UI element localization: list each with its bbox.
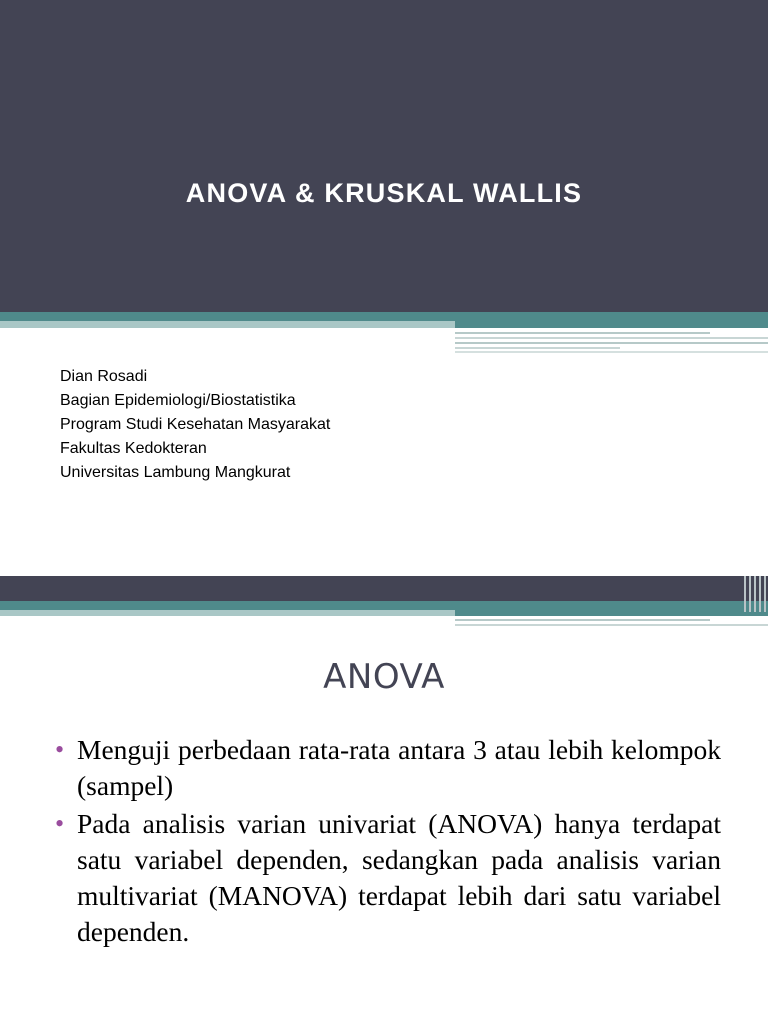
author-university: Universitas Lambung Mangkurat [60, 464, 291, 481]
content-slide-header [0, 576, 768, 601]
teal-band-accent [455, 321, 768, 328]
teal-band-accent [455, 610, 768, 616]
decorative-stripe [455, 351, 768, 353]
decorative-bar [744, 576, 746, 612]
list-item [53, 732, 721, 804]
decorative-bar [759, 576, 761, 612]
decorative-bar [749, 576, 751, 612]
author-program: Program Studi Kesehatan Masyarakat [60, 416, 331, 433]
bullet-text: Menguji perbedaan rata-rata antara 3 atau lebih kelompok (sampel) [77, 734, 721, 801]
content-slide-title: ANOVA [323, 657, 445, 697]
decorative-bar [754, 576, 756, 612]
decorative-stripe [455, 342, 768, 344]
teal-band-top [0, 312, 768, 321]
decorative-stripe [455, 347, 620, 349]
decorative-stripe [455, 624, 768, 626]
author-faculty: Fakultas Kedokteran [60, 440, 207, 457]
bullet-icon: • [55, 809, 65, 838]
title-slide-header [0, 0, 768, 312]
author-info [60, 365, 660, 485]
bullet-text: Pada analisis varian univariat (ANOVA) hanya terdapat satu variabel dependen, sedangkan pada analisis varian multivariat (MANOVA) terdapat lebih dari satu variabel dependen. [77, 808, 721, 947]
decorative-bar [764, 576, 766, 612]
bullet-icon: • [55, 735, 65, 764]
author-department: Bagian Epidemiologi/Biostatistika [60, 392, 296, 409]
title-slide-title: ANOVA & KRUSKAL WALLIS [185, 178, 583, 208]
teal-band-top [0, 601, 768, 610]
list-item [53, 806, 721, 950]
decorative-stripe [455, 619, 710, 621]
decorative-stripe [455, 337, 768, 339]
author-name: Dian Rosadi [60, 368, 148, 385]
decorative-stripe [455, 332, 710, 334]
bullet-list [53, 732, 721, 952]
